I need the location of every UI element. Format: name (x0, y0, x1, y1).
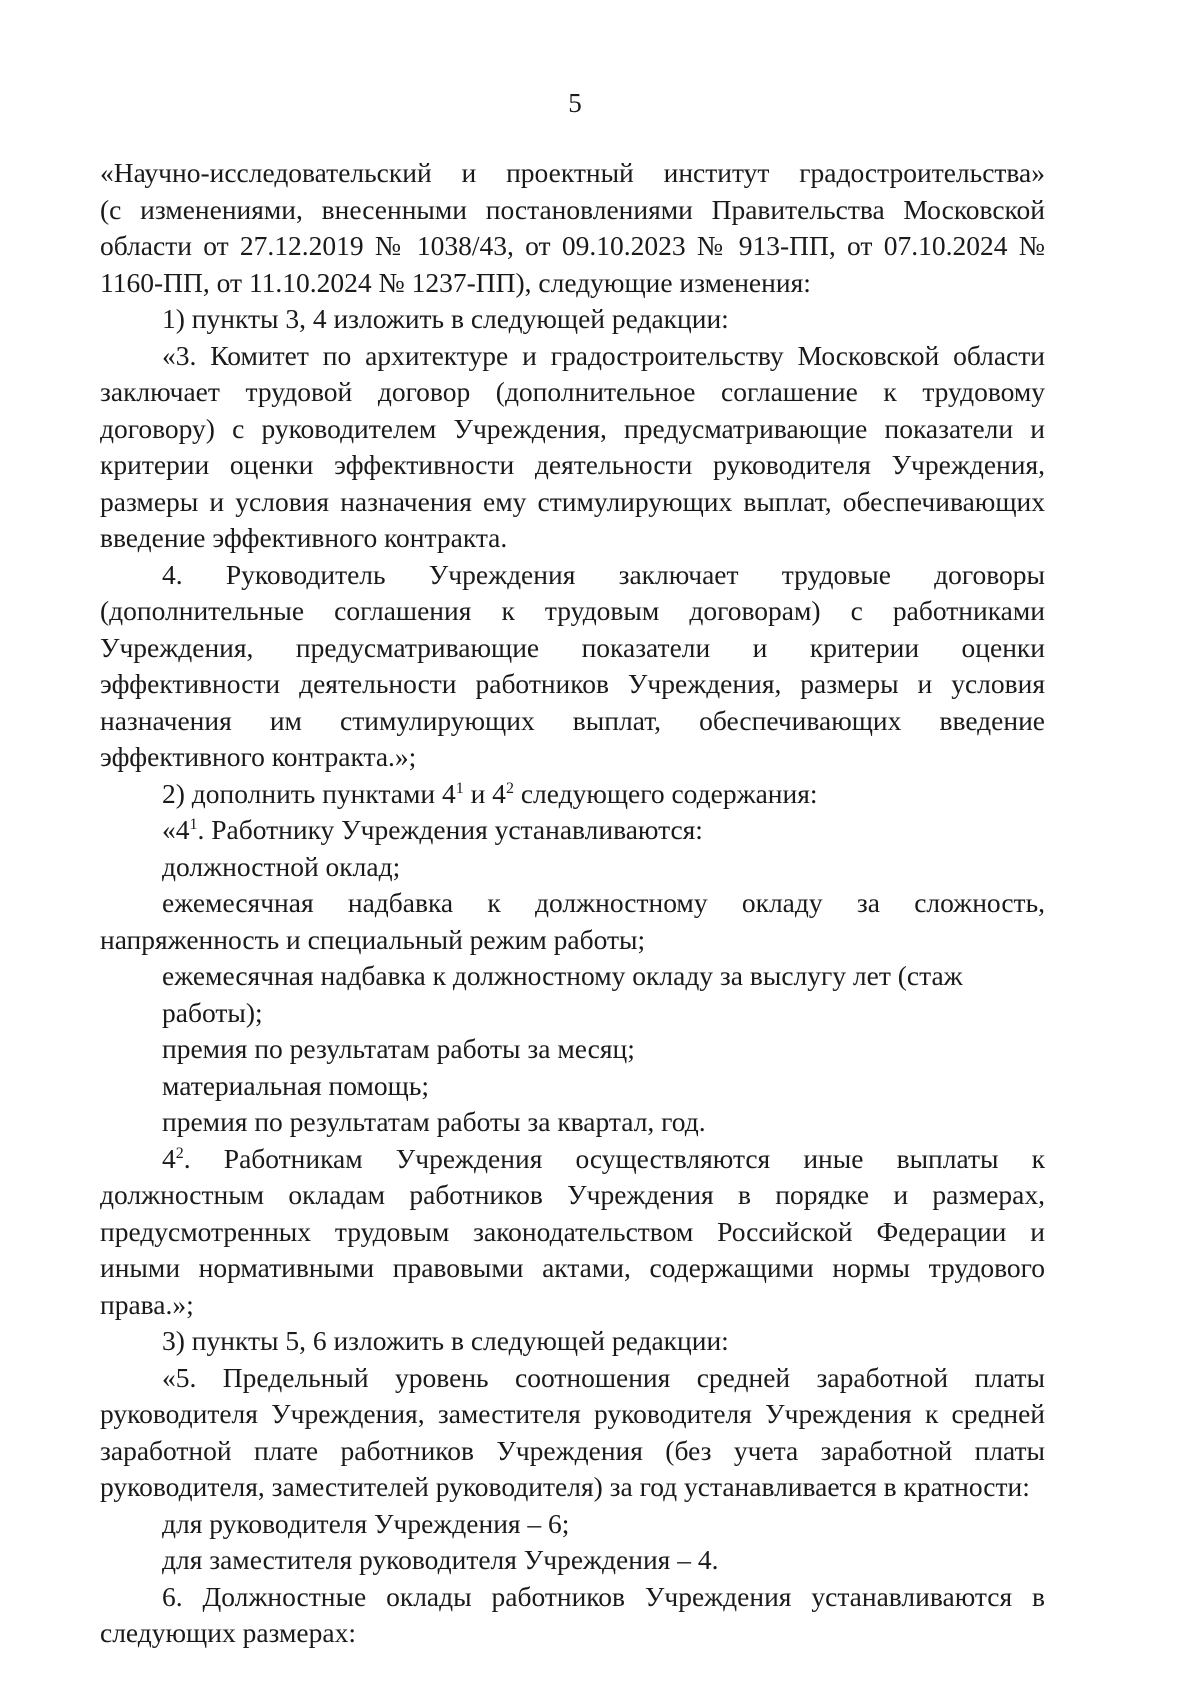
list-item: премия по результатам работы за месяц; (162, 1033, 635, 1064)
clause-4-1-heading (100, 812, 1045, 849)
clause-4-2-part: . Работникам Учреждения осуществляются иные выплаты к должностным окладам работников Учреждения в порядке и размерах, предусмотренных трудовым законодательством Российской Федерации и иными нормативными правовыми актами, содержащими нормы трудового права.»; (100, 1142, 1045, 1320)
clause-6-paragraph: 6. Должностные оклады работников Учреждения устанавливаются в следующих размерах: (100, 1580, 1045, 1648)
clause-4-paragraph: 4. Руководитель Учреждения заключает трудовые договоры (дополнительные соглашения к трудовым договорам) с работниками Учреждения, предусматривающие показатели и критерии оценки эффективности деятельности работников Учреждения, размеры и условия назначения им стимулирующих выплат, обеспечивающих введение эффективного контракта.»; (100, 558, 1045, 772)
intro-word: институт (663, 157, 770, 188)
clause-4-2-part: 4 (162, 1142, 176, 1174)
intro-word: и (461, 157, 477, 188)
item1-heading: 1) пункты 3, 4 изложить в следующей редакции: (162, 303, 729, 334)
document-body (100, 155, 1045, 1652)
intro-word: «Научно-исследовательский (100, 157, 432, 188)
intro-first-line (100, 155, 1045, 192)
clause-4-1-part: . Работнику Учреждения устанавливаются: (197, 814, 703, 845)
page-number: 5 (568, 88, 582, 118)
list-item: должностной оклад; (162, 850, 401, 882)
item2-heading-part: 2) дополнить пунктами 4 (162, 777, 456, 809)
superscript: 1 (189, 816, 198, 833)
clause-5-paragraph: «5. Предельный уровень соотношения средней заработной платы руководителя Учреждения, заместителя руководителя Учреждения к средней заработной плате работников Учреждения (без учета заработной платы руководителя, заместителей руководителя) за год устанавливается в кратности: (100, 1361, 1045, 1502)
item2-heading (100, 776, 1045, 813)
clause-3-paragraph: «3. Комитет по архитектуре и градостроительству Московской области заключает трудовой договор (дополнительное соглашение к трудовому договору) с руководителем Учреждения, предусматривающие показатели и критерии оценки эффективности деятельности руководителя Учреждения, размеры и условия назначения ему стимулирующих выплат, обеспечивающих введение эффективного контракта. (100, 339, 1045, 553)
list-item: ежемесячная надбавка к должностному окладу за сложность, напряженность и специальный режим работы; (100, 887, 1045, 955)
list-item: ежемесячная надбавка к должностному окладу за выслугу лет (стаж работы); (162, 960, 963, 1028)
list-item: для заместителя руководителя Учреждения – 4. (162, 1544, 719, 1575)
intro-paragraph: (с изменениями, внесенными постановлениями Правительства Московской области от 27.12.2019 № 1038/43, от 09.10.2023 № 913-ПП, от 07.10.2024 № 1160-ПП, от 11.10.2024 № 1237-ПП), следующие изменения: (100, 193, 1045, 298)
list-item: премия по результатам работы за квартал, год. (162, 1106, 706, 1137)
list-item: для руководителя Учреждения – 6; (162, 1507, 570, 1539)
superscript: 2 (505, 779, 514, 797)
item2-heading-part: следующего содержания: (513, 777, 818, 809)
item3-heading: 3) пункты 5, 6 изложить в следующей редакции: (162, 1325, 729, 1356)
superscript: 1 (455, 779, 464, 797)
intro-word: проектный (506, 157, 634, 188)
clause-4-1-part: «4 (162, 814, 190, 845)
intro-word: градостроительства» (799, 157, 1045, 188)
clause-4-2-paragraph (100, 1141, 1045, 1324)
superscript: 2 (175, 1144, 184, 1162)
list-item: материальная помощь; (162, 1069, 430, 1101)
item2-heading-part: и 4 (463, 777, 506, 809)
